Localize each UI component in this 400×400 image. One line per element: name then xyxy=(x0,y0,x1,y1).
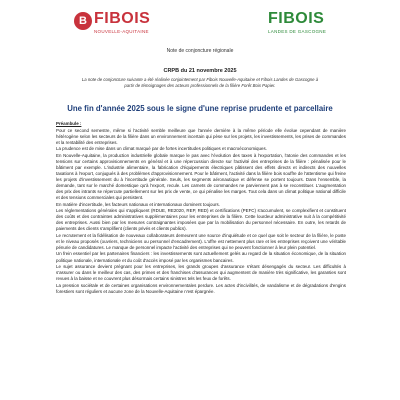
paragraph: Un frein essentiel par les partenaires financiers : les investissements sont actuellement gelés au regard de la situation économique, de la situation politique nationale, internationale et du coût d'accès imposé par les organismes bancaires. xyxy=(56,251,346,263)
logo-left-word: FIBOIS xyxy=(94,10,151,27)
note-title: Note de conjoncture régionale xyxy=(166,48,234,54)
paragraph: Le recrutement et la fidélisation de nouveaux collaborateurs demeurent une source d'inquiétude et ce quel que soit le secteur de la filière, le poste et le niveau proposés (ouvriers, techniciens ou personnel d'encadrement). L'offre est nettement plus rare et les entreprises reçoivent une véritable pénurie de candidatures. Le manque de personnel impacte l'activité des entreprises qui ne peuvent fonctionner à leur plein potentiel. xyxy=(56,232,346,250)
paragraph: La prudence est de mise dans un climat marqué par de fortes incertitudes politiques et macroéconomiques. xyxy=(56,146,267,152)
logo-left-subtitle: NOUVELLE-AQUITAINE xyxy=(94,29,149,34)
paragraph: Pour ce second semestre, même si l'activité semble meilleure que l'année dernière à la même période elle évolue cependant de manière hétérogène selon les secteurs de la filière dans un environnement incertain qui pèse sur les projets, les investissements, les prises de commandes et la rentabilité des entreprises. xyxy=(56,127,346,145)
paragraph: En matière d'incertitude, les facteurs nationaux et internationaux dominent toujours. xyxy=(56,201,220,207)
logo-right-subtitle: LANDES DE GASCOGNE xyxy=(268,29,327,34)
intro-text: La note de conjoncture suivante a été réalisée conjointement par Fibois Nouvelle-Aquitaine et Fibois Landes de Gascogne à partir de témoignages des acteurs professionnels de la filière Forêt Bois Papier. xyxy=(81,77,319,88)
fibois-badge-icon: B xyxy=(74,12,92,30)
date-line: CRPB du 21 novembre 2025 xyxy=(163,68,237,74)
logo-right-word: FIBOIS xyxy=(268,10,325,27)
paragraph: Le sujet assurance devient prégnant pour les entreprises, les grands groupes d'assurance s'étant désengagés du secteur. Les difficultés à s'assurer ou dans le meilleur des cas, des primes et des franchises d'assurances qui augmentent de manière très significative, les garanties sont revues à la baisse et ne couvrent plus désormais certains sinistres tels les feux de forêts. xyxy=(56,264,346,282)
preamble-heading: Préambule : xyxy=(56,121,82,126)
fibois-nouvelle-aquitaine-logo xyxy=(74,10,151,42)
paragraph: La pression sociétale et de certaines organisations environnementales perdure. Les actes d'incivilités, de vandalisme et de dégradations d'engins forestiers sont réguliers et aucune zone de la Nouvelle-Aquitaine n'est épargnée. xyxy=(56,282,346,294)
main-title: Une fin d'année 2025 sous le signe d'une reprise prudente et parcellaire xyxy=(67,104,333,113)
paragraph: Les réglementations générales qui s'appliquent (RDUE, RE2020, REP, RED) et certifications (PEFC) s'accumulent, se complexifient et constituent des coûts et des contraintes administratives supplémentaires pour les entreprises de la filière. Cette lourdeur administrative nuit à la compétitivité des entreprises. Aussi bien par les mesures contraignantes imposées que par la mobilisation du personnel nécessaire. En outre, les retards de paiements des clients s'amplifient (clients privés et clients publics). xyxy=(56,208,346,232)
document-body xyxy=(56,121,346,295)
fibois-landes-gascogne-logo xyxy=(268,10,348,42)
paragraph: En Nouvelle-Aquitaine, la production industrielle globale marque le pas avec l'évolution des taxes à l'exportation, l'atonie des commandes et les tensions sur certains approvisionnements en général et à une répercussion directe sur l'activité des entreprises de la filière : pénalisée pour le bâtiment par exemple. L'industrie alimentaire, la fabrication d'équipements électriques pâtissent des effets directs et indirects des nouvelles taxations à l'export, conjugués à des problèmes d'approvisionnement. Pour le bâtiment, l'activité dans la filière bois souffre de l'attentisme qui freine les projets d'investissement du à l'incertitude générale. Seuls, les segments aéronautique et défense se portent toujours. Dans l'ensemble, la demande, tant sur le marché domestique qu'à l'export, recule. Les carnets de commandes ne parviennent pas à se reconstituer. L'augmentation des prix des intrants se répercute partiellement sur les prix de vente, ce qui pénalise les marges. Tout cela dans un climat politique national difficile et des tensions commerciales qui persistent. xyxy=(56,152,346,201)
